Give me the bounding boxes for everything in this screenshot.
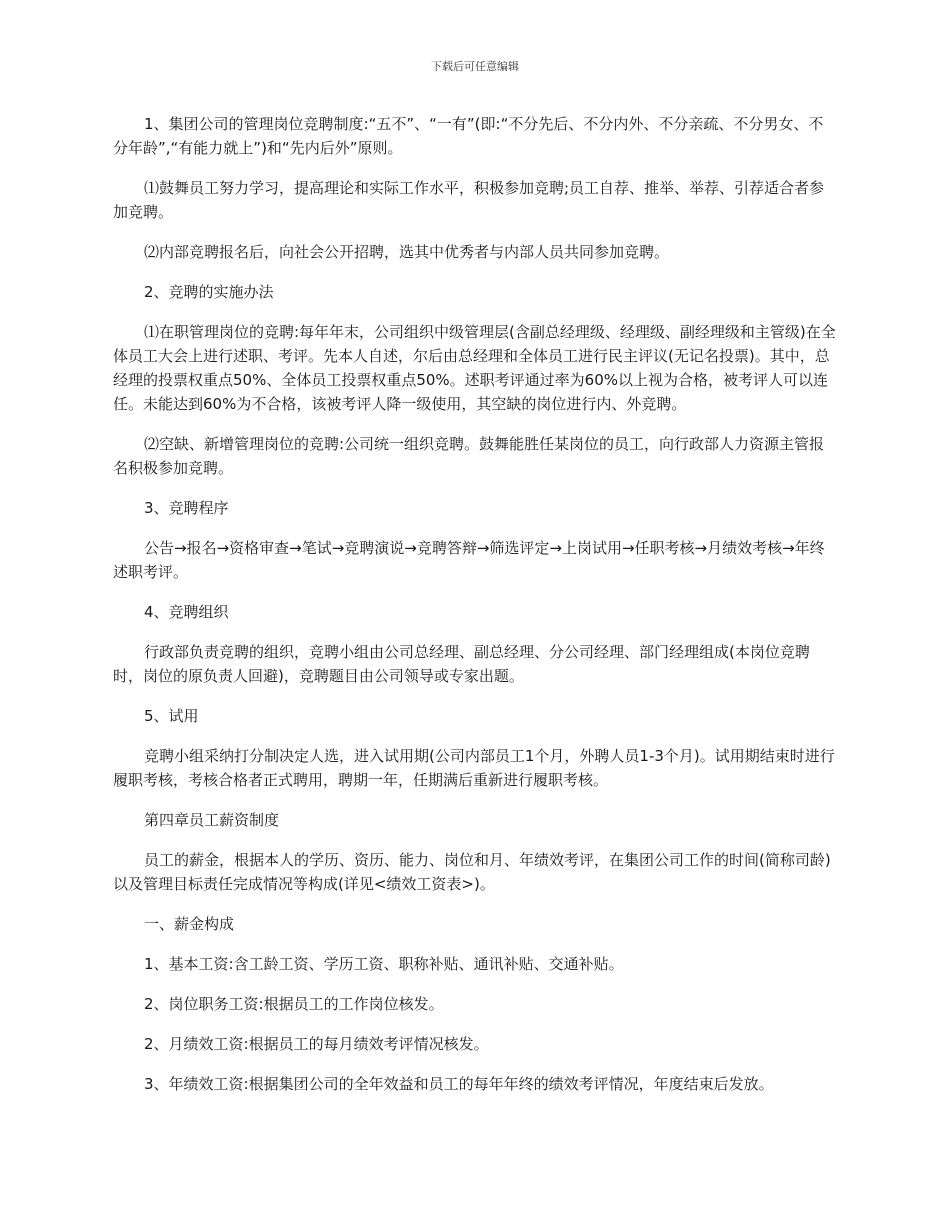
- paragraph-5: ⑴在职管理岗位的竞聘:每年年末，公司组织中级管理层(含副总经理级、经理级、副经理级和主管级)在全体员工大会上进行述职、考评。先本人自述，尔后由总经理和全体员工进行民主评议(无记名投票)。其中，总经理的投票权重点50%、全体员工投票权重点50%。述职考评通过率为60%以上视为合格，被考评人可以连任。未能达到60%为不合格，该被考评人降一级使用，其空缺的岗位进行内、外竞聘。: [113, 323, 836, 413]
- page-header: 下载后可任意编辑: [431, 60, 519, 73]
- section-heading-implementation: 2、竞聘的实施办法: [144, 283, 274, 301]
- list-item-position-salary: 2、岗位职务工资:根据员工的工作岗位核发。: [144, 995, 444, 1013]
- paragraph-1: 1、集团公司的管理岗位竞聘制度:“五不”、“一有”(即:“不分先后、不分内外、不分亲疏、不分男女、不分年龄”,“有能力就上”)和“先内后外”原则。: [113, 115, 824, 157]
- list-item-base-salary: 1、基本工资:含工龄工资、学历工资、职称补贴、通讯补贴、交通补贴。: [144, 955, 624, 973]
- list-item-annual-performance: 3、年绩效工资:根据集团公司的全年效益和员工的每年年终的绩效考评情况，年度结束后发放。: [144, 1075, 774, 1093]
- paragraph-6: ⑵空缺、新增管理岗位的竞聘:公司统一组织竞聘。鼓舞能胜任某岗位的员工，向行政部人力资源主管报名积极参加竞聘。: [113, 435, 825, 477]
- paragraph-2: ⑴鼓舞员工努力学习，提高理论和实际工作水平，积极参加竞聘;员工自荐、推举、举荐、引荐适合者参加竞聘。: [113, 179, 825, 221]
- section-heading-organization: 4、竞聘组织: [144, 603, 229, 621]
- section-heading-trial: 5、试用: [144, 707, 199, 725]
- paragraph-3: ⑵内部竞聘报名后，向社会公开招聘，选其中优秀者与内部人员共同参加竞聘。: [144, 243, 670, 261]
- section-heading-salary-composition: 一、薪金构成: [144, 915, 235, 933]
- section-heading-procedure: 3、竞聘程序: [144, 499, 229, 517]
- paragraph-10: 行政部负责竞聘的组织，竞聘小组由公司总经理、副总经理、分公司经理、部门经理组成(本岗位竞聘时，岗位的原负责人回避)，竞聘题目由公司领导或专家出题。: [113, 643, 810, 685]
- chapter-heading-salary: 第四章员工薪资制度: [144, 811, 280, 829]
- list-item-monthly-performance: 2、月绩效工资:根据员工的每月绩效考评情况核发。: [144, 1035, 489, 1053]
- paragraph-14: 员工的薪金，根据本人的学历、资历、能力、岗位和月、年绩效考评，在集团公司工作的时间(简称司龄)以及管理目标责任完成情况等构成(详见<绩效工资表>)。: [113, 851, 831, 893]
- document-body: [113, 112, 838, 1112]
- paragraph-12: 竞聘小组采纳打分制决定人选，进入试用期(公司内部员工1个月，外聘人员1-3个月)。试用期结束时进行履职考核，考核合格者正式聘用，聘期一年，任期满后重新进行履职考核。: [113, 747, 835, 789]
- paragraph-8: 公告→报名→资格审查→笔试→竞聘演说→竞聘答辩→筛选评定→上岗试用→任职考核→月绩效考核→年终述职考评。: [113, 539, 825, 581]
